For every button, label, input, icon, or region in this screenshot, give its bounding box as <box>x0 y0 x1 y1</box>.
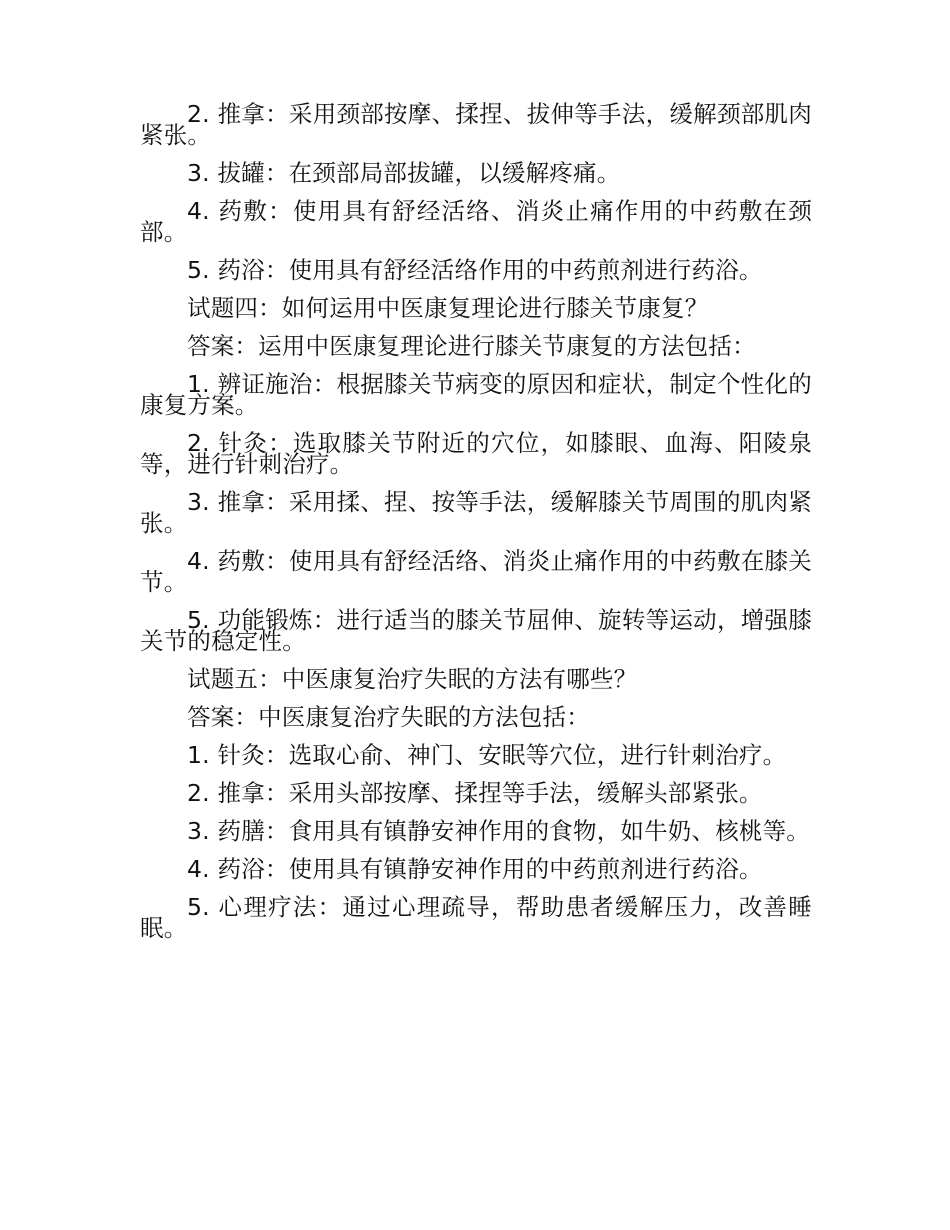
paragraph-insomnia-acupuncture: 1. 针灸：选取心俞、神门、安眠等穴位，进行针刺治疗。 <box>187 741 787 769</box>
paragraph-insomnia-psychotherapy: 5. 心理疗法：通过心理疏导，帮助患者缓解压力，改善睡眠。 <box>140 893 812 942</box>
question-four: 试题四：如何运用中医康复理论进行膝关节康复？ <box>187 294 709 322</box>
paragraph-neck-bath: 5. 药浴：使用具有舒经活络作用的中药煎剂进行药浴。 <box>187 256 763 284</box>
paragraph-neck-compress: 4. 药敷：使用具有舒经活络、消炎止痛作用的中药敷在颈部。 <box>140 197 812 246</box>
paragraph-neck-cupping: 3. 拔罐：在颈部局部拔罐，以缓解疼痛。 <box>187 159 621 187</box>
answer-four: 答案：运用中医康复理论进行膝关节康复的方法包括： <box>187 332 756 360</box>
paragraph-insomnia-diet: 3. 药膳：食用具有镇静安神作用的食物，如牛奶、核桃等。 <box>187 817 810 845</box>
paragraph-knee-compress: 4. 药敷：使用具有舒经活络、消炎止痛作用的中药敷在膝关节。 <box>140 547 812 596</box>
paragraph-insomnia-massage: 2. 推拿：采用头部按摩、揉捏等手法，缓解头部紧张。 <box>187 779 763 807</box>
document-body <box>140 100 812 956</box>
answer-five: 答案：中医康复治疗失眠的方法包括： <box>187 703 590 731</box>
paragraph-insomnia-bath: 4. 药浴：使用具有镇静安神作用的中药煎剂进行药浴。 <box>187 855 763 883</box>
paragraph-knee-exercise: 5. 功能锻炼：进行适当的膝关节屈伸、旋转等运动，增强膝关节的稳定性。 <box>140 606 812 655</box>
paragraph-neck-massage: 2. 推拿：采用颈部按摩、揉捏、拔伸等手法，缓解颈部肌肉紧张。 <box>140 100 812 149</box>
paragraph-knee-massage: 3. 推拿：采用揉、捏、按等手法，缓解膝关节周围的肌肉紧张。 <box>140 488 812 537</box>
question-five: 试题五：中医康复治疗失眠的方法有哪些？ <box>187 665 638 693</box>
paragraph-knee-diagnosis: 1. 辨证施治：根据膝关节病变的原因和症状，制定个性化的康复方案。 <box>140 370 812 419</box>
paragraph-knee-acupuncture: 2. 针灸：选取膝关节附近的穴位，如膝眼、血海、阳陵泉等，进行针刺治疗。 <box>140 429 812 478</box>
